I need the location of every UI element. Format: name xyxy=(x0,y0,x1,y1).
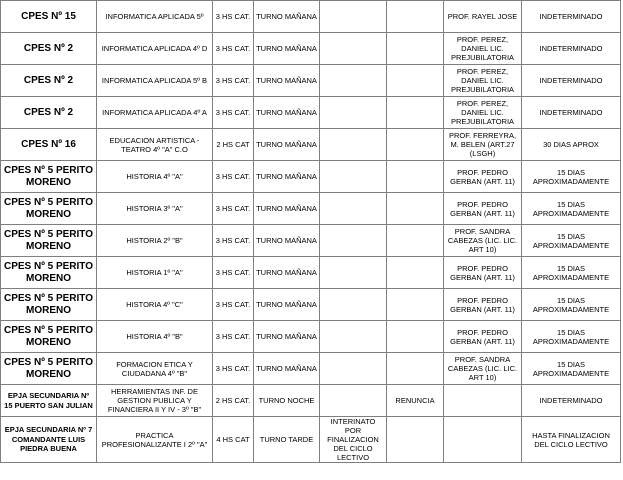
school-cell: CPES Nº 5 PERITO MORENO xyxy=(1,161,97,193)
teacher-cell: PROF. PEDRO GERBAN (ART. 11) xyxy=(444,289,522,321)
table-row xyxy=(1,161,621,193)
shift-cell: TURNO MAÑANA xyxy=(254,353,320,385)
observation-cell xyxy=(320,225,387,257)
hours-cell: 3 HS CAT. xyxy=(213,321,254,353)
subject-cell: HERRAMIENTAS INF. DE GESTION PUBLICA Y FINANCIERA II Y IV - 3º "B" xyxy=(97,385,213,417)
status-cell xyxy=(387,97,444,129)
hours-cell: 3 HS CAT. xyxy=(213,1,254,33)
shift-cell: TURNO MAÑANA xyxy=(254,321,320,353)
duration-cell: 30 DIAS APROX xyxy=(522,129,621,161)
table-row xyxy=(1,33,621,65)
subject-cell: HISTORIA 2º "B" xyxy=(97,225,213,257)
subject-cell: HISTORIA 1º "A" xyxy=(97,257,213,289)
status-cell xyxy=(387,225,444,257)
teacher-cell: PROF. PEREZ, DANIEL LIC. PREJUBILATORIA xyxy=(444,33,522,65)
duration-cell: 15 DIAS APROXIMADAMENTE xyxy=(522,257,621,289)
shift-cell: TURNO MAÑANA xyxy=(254,65,320,97)
subject-cell: HISTORIA 3º "A" xyxy=(97,193,213,225)
status-cell xyxy=(387,33,444,65)
shift-cell: TURNO MAÑANA xyxy=(254,161,320,193)
status-cell xyxy=(387,1,444,33)
status-cell xyxy=(387,65,444,97)
hours-cell: 3 HS CAT. xyxy=(213,257,254,289)
duration-cell: 15 DIAS APROXIMADAMENTE xyxy=(522,321,621,353)
teacher-cell: PROF. PEDRO GERBAN (ART. 11) xyxy=(444,321,522,353)
school-cell: CPES Nº 2 xyxy=(1,33,97,65)
teacher-cell: PROF. FERREYRA, M. BELEN (ART.27 (LSGH) xyxy=(444,129,522,161)
school-cell: CPES Nº 5 PERITO MORENO xyxy=(1,321,97,353)
hours-cell: 3 HS CAT. xyxy=(213,161,254,193)
hours-cell: 4 HS CAT xyxy=(213,417,254,463)
table-row xyxy=(1,353,621,385)
subject-cell: INFORMATICA APLICADA 4º D xyxy=(97,33,213,65)
school-cell: CPES Nº 2 xyxy=(1,97,97,129)
status-cell xyxy=(387,193,444,225)
observation-cell xyxy=(320,193,387,225)
observation-cell: INTERINATO POR FINALIZACION DEL CICLO LECTIVO xyxy=(320,417,387,463)
table-body xyxy=(1,1,621,463)
table-row xyxy=(1,321,621,353)
shift-cell: TURNO MAÑANA xyxy=(254,33,320,65)
teacher-cell: PROF. PEREZ, DANIEL LIC. PREJUBILATORIA xyxy=(444,65,522,97)
status-cell xyxy=(387,129,444,161)
shift-cell: TURNO MAÑANA xyxy=(254,97,320,129)
duration-cell: 15 DIAS APROXIMADAMENTE xyxy=(522,161,621,193)
school-cell: CPES Nº 5 PERITO MORENO xyxy=(1,289,97,321)
observation-cell xyxy=(320,353,387,385)
duration-cell: INDETERMINADO xyxy=(522,1,621,33)
duration-cell: INDETERMINADO xyxy=(522,97,621,129)
observation-cell xyxy=(320,321,387,353)
duration-cell: 15 DIAS APROXIMADAMENTE xyxy=(522,225,621,257)
duration-cell: 15 DIAS APROXIMADAMENTE xyxy=(522,193,621,225)
table-row xyxy=(1,257,621,289)
subject-cell: INFORMATICA APLICADA 5º xyxy=(97,1,213,33)
shift-cell: TURNO MAÑANA xyxy=(254,257,320,289)
shift-cell: TURNO MAÑANA xyxy=(254,1,320,33)
observation-cell xyxy=(320,1,387,33)
table-row xyxy=(1,97,621,129)
teacher-cell: PROF. SANDRA CABEZAS (LIC. LIC. ART 10) xyxy=(444,353,522,385)
status-cell: RENUNCIA xyxy=(387,385,444,417)
table-row xyxy=(1,225,621,257)
duration-cell: 15 DIAS APROXIMADAMENTE xyxy=(522,289,621,321)
subject-cell: PRACTICA PROFESIONALIZANTE I 2º "A" xyxy=(97,417,213,463)
hours-cell: 3 HS CAT. xyxy=(213,225,254,257)
school-cell: CPES Nº 5 PERITO MORENO xyxy=(1,257,97,289)
school-cell: CPES Nº 5 PERITO MORENO xyxy=(1,225,97,257)
duration-cell: INDETERMINADO xyxy=(522,33,621,65)
status-cell xyxy=(387,257,444,289)
subject-cell: HISTORIA 4º "C" xyxy=(97,289,213,321)
observation-cell xyxy=(320,289,387,321)
teacher-cell xyxy=(444,417,522,463)
observation-cell xyxy=(320,161,387,193)
status-cell xyxy=(387,353,444,385)
observation-cell xyxy=(320,65,387,97)
observation-cell xyxy=(320,385,387,417)
shift-cell: TURNO MAÑANA xyxy=(254,225,320,257)
hours-cell: 3 HS CAT. xyxy=(213,33,254,65)
teacher-cell: PROF. PEDRO GERBAN (ART. 11) xyxy=(444,257,522,289)
school-cell: EPJA SECUNDARIA Nº 7 COMANDANTE LUIS PIEDRA BUENA xyxy=(1,417,97,463)
duration-cell: INDETERMINADO xyxy=(522,385,621,417)
shift-cell: TURNO NOCHE xyxy=(254,385,320,417)
shift-cell: TURNO MAÑANA xyxy=(254,129,320,161)
teacher-cell: PROF. PEDRO GERBAN (ART. 11) xyxy=(444,161,522,193)
status-cell xyxy=(387,161,444,193)
subject-cell: INFORMATICA APLICADA 5º B xyxy=(97,65,213,97)
subject-cell: INFORMATICA APLICADA 4º A xyxy=(97,97,213,129)
school-cell: CPES Nº 15 xyxy=(1,1,97,33)
duration-cell: 15 DIAS APROXIMADAMENTE xyxy=(522,353,621,385)
teacher-cell xyxy=(444,385,522,417)
subject-cell: FORMACION ETICA Y CIUDADANA 4º "B" xyxy=(97,353,213,385)
hours-cell: 2 HS CAT xyxy=(213,129,254,161)
status-cell xyxy=(387,321,444,353)
school-cell: CPES Nº 5 PERITO MORENO xyxy=(1,353,97,385)
school-cell: CPES Nº 2 xyxy=(1,65,97,97)
duration-cell: INDETERMINADO xyxy=(522,65,621,97)
table-row xyxy=(1,385,621,417)
school-cell: CPES Nº 16 xyxy=(1,129,97,161)
table-row xyxy=(1,193,621,225)
school-cell: EPJA SECUNDARIA Nº 15 PUERTO SAN JULIAN xyxy=(1,385,97,417)
observation-cell xyxy=(320,97,387,129)
table-row xyxy=(1,417,621,463)
hours-cell: 3 HS CAT. xyxy=(213,289,254,321)
table-row xyxy=(1,1,621,33)
table-row xyxy=(1,129,621,161)
observation-cell xyxy=(320,257,387,289)
hours-cell: 2 HS CAT. xyxy=(213,385,254,417)
school-cell: CPES Nº 5 PERITO MORENO xyxy=(1,193,97,225)
shift-cell: TURNO MAÑANA xyxy=(254,193,320,225)
teacher-cell: PROF. SANDRA CABEZAS (LIC. LIC. ART 10) xyxy=(444,225,522,257)
hours-cell: 3 HS CAT. xyxy=(213,97,254,129)
duration-cell: HASTA FINALIZACION DEL CICLO LECTIVO xyxy=(522,417,621,463)
subject-cell: EDUCACION ARTISTICA - TEATRO 4º "A" C.O xyxy=(97,129,213,161)
table-row xyxy=(1,289,621,321)
hours-cell: 3 HS CAT. xyxy=(213,65,254,97)
shift-cell: TURNO MAÑANA xyxy=(254,289,320,321)
observation-cell xyxy=(320,129,387,161)
status-cell xyxy=(387,417,444,463)
teacher-cell: PROF. PEDRO GERBAN (ART. 11) xyxy=(444,193,522,225)
teacher-cell: PROF. PEREZ, DANIEL LIC. PREJUBILATORIA xyxy=(444,97,522,129)
shift-cell: TURNO TARDE xyxy=(254,417,320,463)
hours-cell: 3 HS CAT. xyxy=(213,353,254,385)
subject-cell: HISTORIA 4º "A" xyxy=(97,161,213,193)
teacher-cell: PROF. RAYEL JOSE xyxy=(444,1,522,33)
status-cell xyxy=(387,289,444,321)
hours-cell: 3 HS CAT. xyxy=(213,193,254,225)
table-row xyxy=(1,65,621,97)
observation-cell xyxy=(320,33,387,65)
subject-cell: HISTORIA 4º "B" xyxy=(97,321,213,353)
